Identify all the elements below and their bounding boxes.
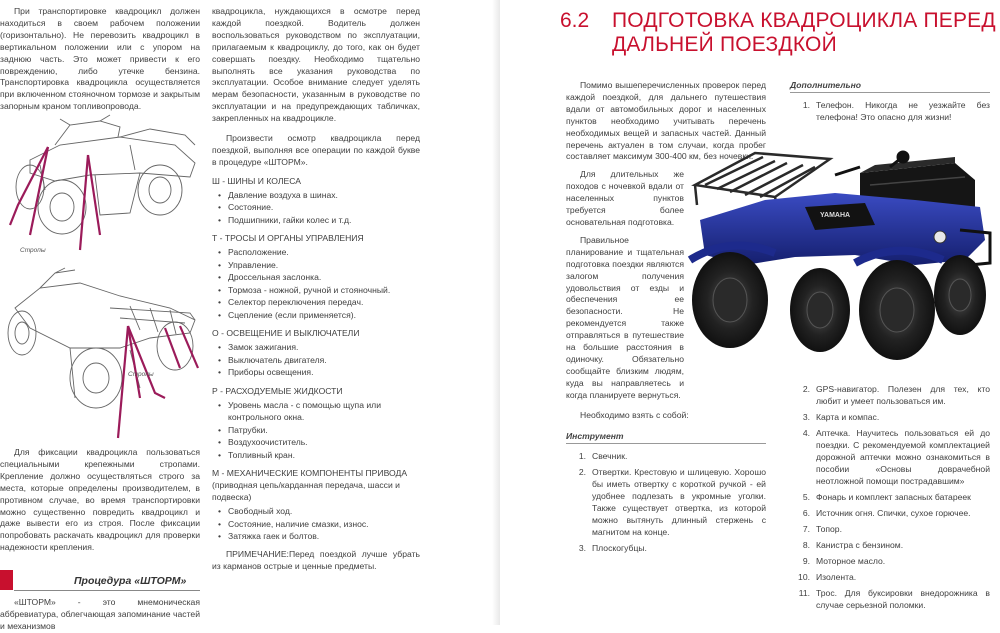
atv-rear-wheel-left	[70, 348, 122, 408]
extra-list-wrap	[790, 383, 990, 615]
extra-heading: Дополнительно	[790, 80, 990, 93]
section-title: ПОДГОТОВКА КВАДРОЦИКЛА ПЕРЕД ДАЛЬНЕЙ ПОЕЗДКОЙ	[612, 9, 996, 56]
list-item: • Расположение.	[212, 246, 420, 259]
straps-rear	[118, 326, 198, 438]
transport-paragraph: При транспортировке квадроцикл должен находиться в своем рабочем положении (горизонтально). Не перевозить квадроцикл в вертикальном положении или с упором на заднюю часть. Это может привести к его повреждению, либо утечке бензина. Транспортировка квадроцикла осуществляется при включенном стояночном тормозе и закрытым запорным краном топливопровода.	[0, 6, 200, 112]
list-item: • Свободный ход.	[212, 505, 420, 518]
list-item: 9. Моторное масло.	[802, 556, 886, 566]
prep-paragraph-3: Правильное планирование и тщательная подготовка поездки являются залогом получения удовольствия от езды и обеспечения ее безопасности. Не рекомендуется также отправляться в путешествие на большие расстояния в одиночку. Обязательно сообщайте близким людям, куда вы направляетесь и когда планируете вернуться.	[566, 234, 684, 400]
list-item: • Воздухоочиститель.	[212, 436, 420, 449]
section-number: 6.2	[560, 9, 590, 32]
list-item: • Топливный кран.	[212, 449, 420, 462]
group-head-lights: О - ОСВЕЩЕНИЕ И ВЫКЛЮЧАТЕЛИ	[212, 328, 360, 339]
inspection-paragraph: квадроцикла, нуждающихся в осмотре перед каждой поездкой. Водитель должен воспользоваться руководством по эксплуатации, прилагаемым к квадроциклу, до того, как он будет совершать поездку. Необходимо тщательно выполнять все указания руководства по эксплуатации. Особое внимание следует уделять мерам безопасности, указанным в руководстве по эксплуатации и на предупреждающих табличках, закрепленных на квадроцикле.	[212, 6, 420, 124]
list-item: • Подшипники, гайки колес и т.д.	[212, 214, 420, 227]
right-column-2	[790, 80, 990, 127]
straps-front	[10, 147, 100, 250]
inspection-paragraph-2: Произвести осмотр квадроцикла перед поездкой, выполняя все операции по каждой букве в процедуре «ШТОРМ».	[212, 133, 420, 167]
list-item: 8. Канистра с бензином.	[802, 540, 904, 550]
headlight	[934, 231, 946, 243]
list-item: 4. Аптечка. Научитесь пользоваться ей до поездки. С рекомендуемой комплектацией дорожной аптечки можно ознакомиться в пособии «Основы доврачебной неотложной помощи пострадавшим»	[802, 428, 990, 486]
procedure-underline	[14, 590, 200, 591]
atv-front-wheel-left	[38, 180, 86, 234]
left-column-2	[212, 6, 420, 573]
atv-strap-figure-rear	[0, 268, 205, 443]
list-item: 3. Плоскогубцы.	[578, 543, 647, 554]
extra-list	[790, 383, 990, 611]
fixing-paragraph-wrap	[0, 447, 200, 554]
group-list-mechanical	[212, 505, 420, 543]
wheels	[692, 252, 986, 360]
list-item: 1. Телефон. Никогда не уезжайте без телефона! Это опасно для жизни!	[802, 100, 990, 122]
section-marker	[0, 570, 13, 590]
atv-strap-figure-front	[0, 115, 205, 260]
group-head-controls: Т - ТРОСЫ И ОРГАНЫ УПРАВЛЕНИЯ	[212, 233, 364, 244]
prep-paragraph-1: Помимо вышеперечисленных проверок перед каждой поездкой, для дальнего путешествия вдали от автомобильных дорог и населенных пунктов необходимо учитывать перечень необходимых вещей и запасных частей. Данный перечень актуален в том случаи, когда пробег составляет максимум 300-400 км, без ночевки.	[566, 80, 766, 162]
take-with-text: Необходимо взять с собой:	[580, 409, 689, 420]
strap-label-front: Стропы	[20, 247, 46, 254]
list-item: 11. Трос. Для буксировки внедорожника в случае серьезной поломки.	[798, 588, 990, 610]
storm-intro: «ШТОРМ» - это мнемоническая аббревиатура, облегчающая запоминание частей и механизмов	[0, 597, 200, 631]
tools-heading: Инструмент	[566, 431, 766, 444]
list-item: 3. Карта и компас.	[802, 412, 880, 422]
list-item: • Тормоза - ножной, ручной и стояночный.	[212, 284, 420, 297]
fixing-paragraph: Для фиксации квадроцикла пользоваться специальными крепежными стропами. Крепление должно осуществляться строго за места, которые определены производителем, в противном случае, во время транспортировки можно существенно повредить квадроцикл и даже вывести его из строя. После фиксации попробовать раскачать квадроцикл для проверки надежности крепления.	[0, 447, 200, 553]
list-item: • Приборы освещения.	[212, 366, 420, 379]
list-item: 6. Источник огня. Спички, сухое горючее.	[802, 508, 971, 518]
group-list-lights	[212, 341, 420, 379]
group-list-fluids	[212, 399, 420, 462]
left-column-1	[0, 6, 200, 113]
list-item: • Селектор переключения передач.	[212, 296, 420, 309]
group-list-controls	[212, 246, 420, 321]
list-item: • Замок зажигания.	[212, 341, 420, 354]
list-item: • Сцепление (если применяется).	[212, 309, 420, 322]
list-item: • Состояние.	[212, 201, 420, 214]
list-item: • Патрубки.	[212, 424, 420, 437]
list-item: • Давление воздуха в шинах.	[212, 189, 420, 202]
left-page	[0, 0, 500, 631]
group-head-fluids: Р - РАСХОДУЕМЫЕ ЖИДКОСТИ	[212, 385, 343, 396]
list-item: • Дроссельная заслонка.	[212, 271, 420, 284]
list-item: • Состояние, наличие смазки, износ.	[212, 518, 420, 531]
list-item: • Управление.	[212, 259, 420, 272]
list-item: 2. GPS-навигатор. Полезен для тех, кто любит и умеет пользоваться им.	[802, 384, 990, 406]
list-item: • Затяжка гаек и болтов.	[212, 530, 420, 543]
group-head-tires: Ш - ШИНЫ И КОЛЕСА	[212, 175, 301, 186]
strap-label-rear: Стропы	[128, 371, 154, 378]
list-item: 7. Топор.	[802, 524, 842, 534]
brand-logo: YAMAHA	[820, 212, 851, 219]
list-item: 2. Отвертки. Крестовую и шлицевую. Хорошо бы иметь отвертку с короткой ручкой - ей удобнее подлезать в укромные уголки. Также существует отвертка, из которой можно вытянуть длинный стержень с магнитом на конце.	[578, 467, 766, 538]
group-head-mechanical: М - МЕХАНИЧЕСКИЕ КОМПОНЕНТЫ ПРИВОДА (приводная цепь/карданная передача, шасси и подвеска)	[212, 468, 408, 503]
extra-list-top	[790, 99, 990, 123]
list-item: 5. Фонарь и комплект запасных батареек	[802, 492, 971, 502]
list-item: 10. Изолента.	[798, 572, 857, 582]
storm-intro-wrap	[0, 597, 200, 633]
group-list-tires	[212, 189, 420, 227]
tools-list	[566, 450, 766, 554]
atv-body	[700, 193, 985, 265]
atv-photo	[685, 145, 995, 375]
list-item: • Уровень масла - с помощью щупа или контрольного окна.	[212, 399, 420, 424]
list-item: 1. Свечник.	[578, 451, 628, 462]
procedure-title: Процедура «ШТОРМ»	[74, 575, 187, 587]
atv-rear-wheel	[138, 165, 182, 215]
list-item: • Выключатель двигателя.	[212, 354, 420, 367]
prep-paragraph-2: Для длительных же походов с ночевкой вдали от населенных пунктов требуется более основательная подготовка.	[566, 169, 684, 227]
note-paragraph: ПРИМЕЧАНИЕ:Перед поездкой лучше убрать из карманов острые и ценные предметы.	[212, 548, 420, 571]
